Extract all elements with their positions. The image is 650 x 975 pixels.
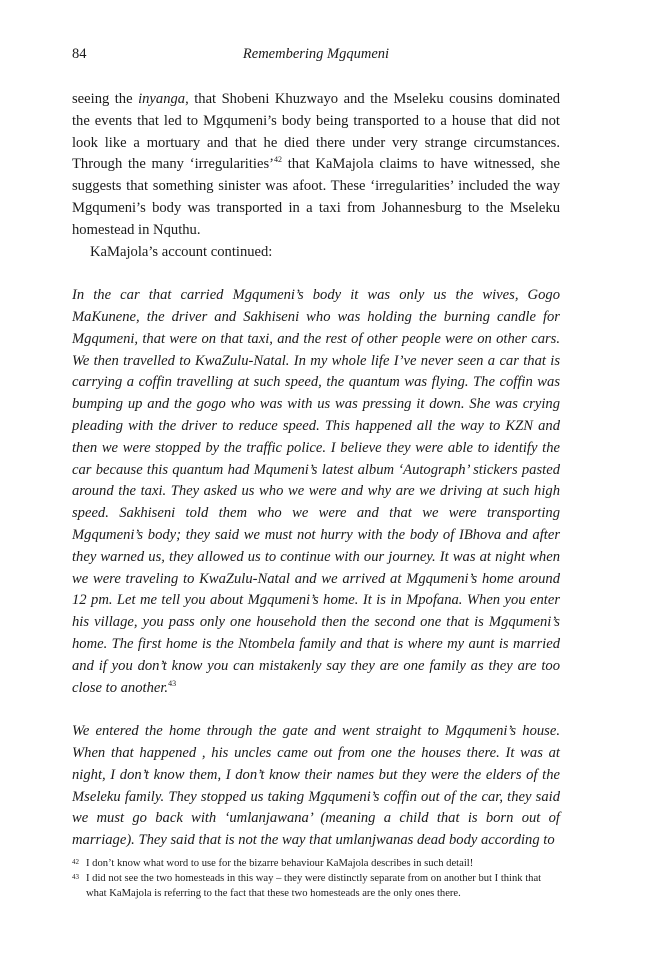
footnote-text: I don’t know what word to use for the bizarre behaviour KaMajola describes in such detail! <box>86 858 474 869</box>
quote-block-2: We entered the home through the gate and went straight to Mgqumeni’s house. When that happened , his uncles came out from one the houses there. It was at night, I don’t know them, I don’t know their names but they were the elders of the Mseleku family. They stopped us taking Mgqumeni’s coffin out of the car, they said we must go back with ‘umlanjawana’ (meaning a child that is born out of marriage). They said that is not the way that umlanjwanas dead body according to <box>72 723 560 849</box>
text-run: , that Shobeni Khuzwayo and the Mseleku cousins dominated the events that led to Mgqumeni’s body being transported to a house that did not look like a mortuary and that he died there under very strange circumstances. Through the many ‘irregularities’ <box>72 91 560 173</box>
emphasis-inyanga: inyanga <box>138 91 186 107</box>
quote-text: In the car that carried Mgqumeni’s body it was only us the wives, Gogo MaKunene, the driver and Sakhiseni who was holding the burning candle for Mgqumeni, that were on that taxi, and the rest of other people were on other cars. We then travelled to KwaZulu-Natal. In my whole life I’ve never seen a car that is carrying a coffin travelling at such speed, the quantum was flying. The coffin was bumping up and the gogo who was with us was pressing it down. She was crying pleading with the driver to reduce speed. This happened all the way to KZN and then we were stopped by the traffic police. I believe they were able to identify the car because this quantum had Mqumeni’s latest album ‘Autograph’ stickers pasted around the taxi. They asked us who we were and why are we driving at such high speed. Sakhiseni told them who we were and that we were transporting Mgqumeni’s body; they said we must not hurry with the body of IBhova and after they warned us, they allowed us to continue with our journey. It was at night when we were traveling to KwaZulu-Natal and we arrived at Mgqumeni’s home around 12 pm. Let me tell you about Mgqumeni’s home. It is in Mpofana. When you enter his village, you pass only one household then the second one that is Mgqumeni’s home. The first home is the Ntombela family and that is where my aunt is married and if you don’t know you can mistakenly say they are one family as they are too close to another. <box>72 287 560 696</box>
footnote-text: I did not see the two homesteads in this way – they were distinctly separate from on another but I think that what KaMajola is referring to the fact that these two homesteads are the only ones there. <box>86 873 542 899</box>
running-title: Remembering Mgqumeni <box>242 46 390 62</box>
text-run: that KaMajola claims to have witnessed, she suggests that something sinister was afoot. These ‘irregularities’ included the way Mgqumeni’s body was transported in a taxi from Johannesburg to the Mseleku homestead in Nquthu. <box>72 156 560 238</box>
text-run: seeing the <box>72 91 139 107</box>
page-number: 84 <box>72 46 87 62</box>
footnotes <box>72 856 562 901</box>
footnote-ref-42: 42 <box>273 155 282 165</box>
paragraph-1 <box>72 89 560 242</box>
footnote-ref-43: 43 <box>168 678 177 688</box>
page-header <box>72 46 560 66</box>
body-text <box>72 89 560 852</box>
quote-block-1 <box>72 285 560 699</box>
paragraph-2: KaMajola’s account continued: <box>90 243 273 260</box>
footnote-43 <box>72 871 562 901</box>
footnote-number: 42 <box>72 858 79 866</box>
footnote-42 <box>72 856 562 871</box>
footnote-number: 43 <box>72 873 79 881</box>
